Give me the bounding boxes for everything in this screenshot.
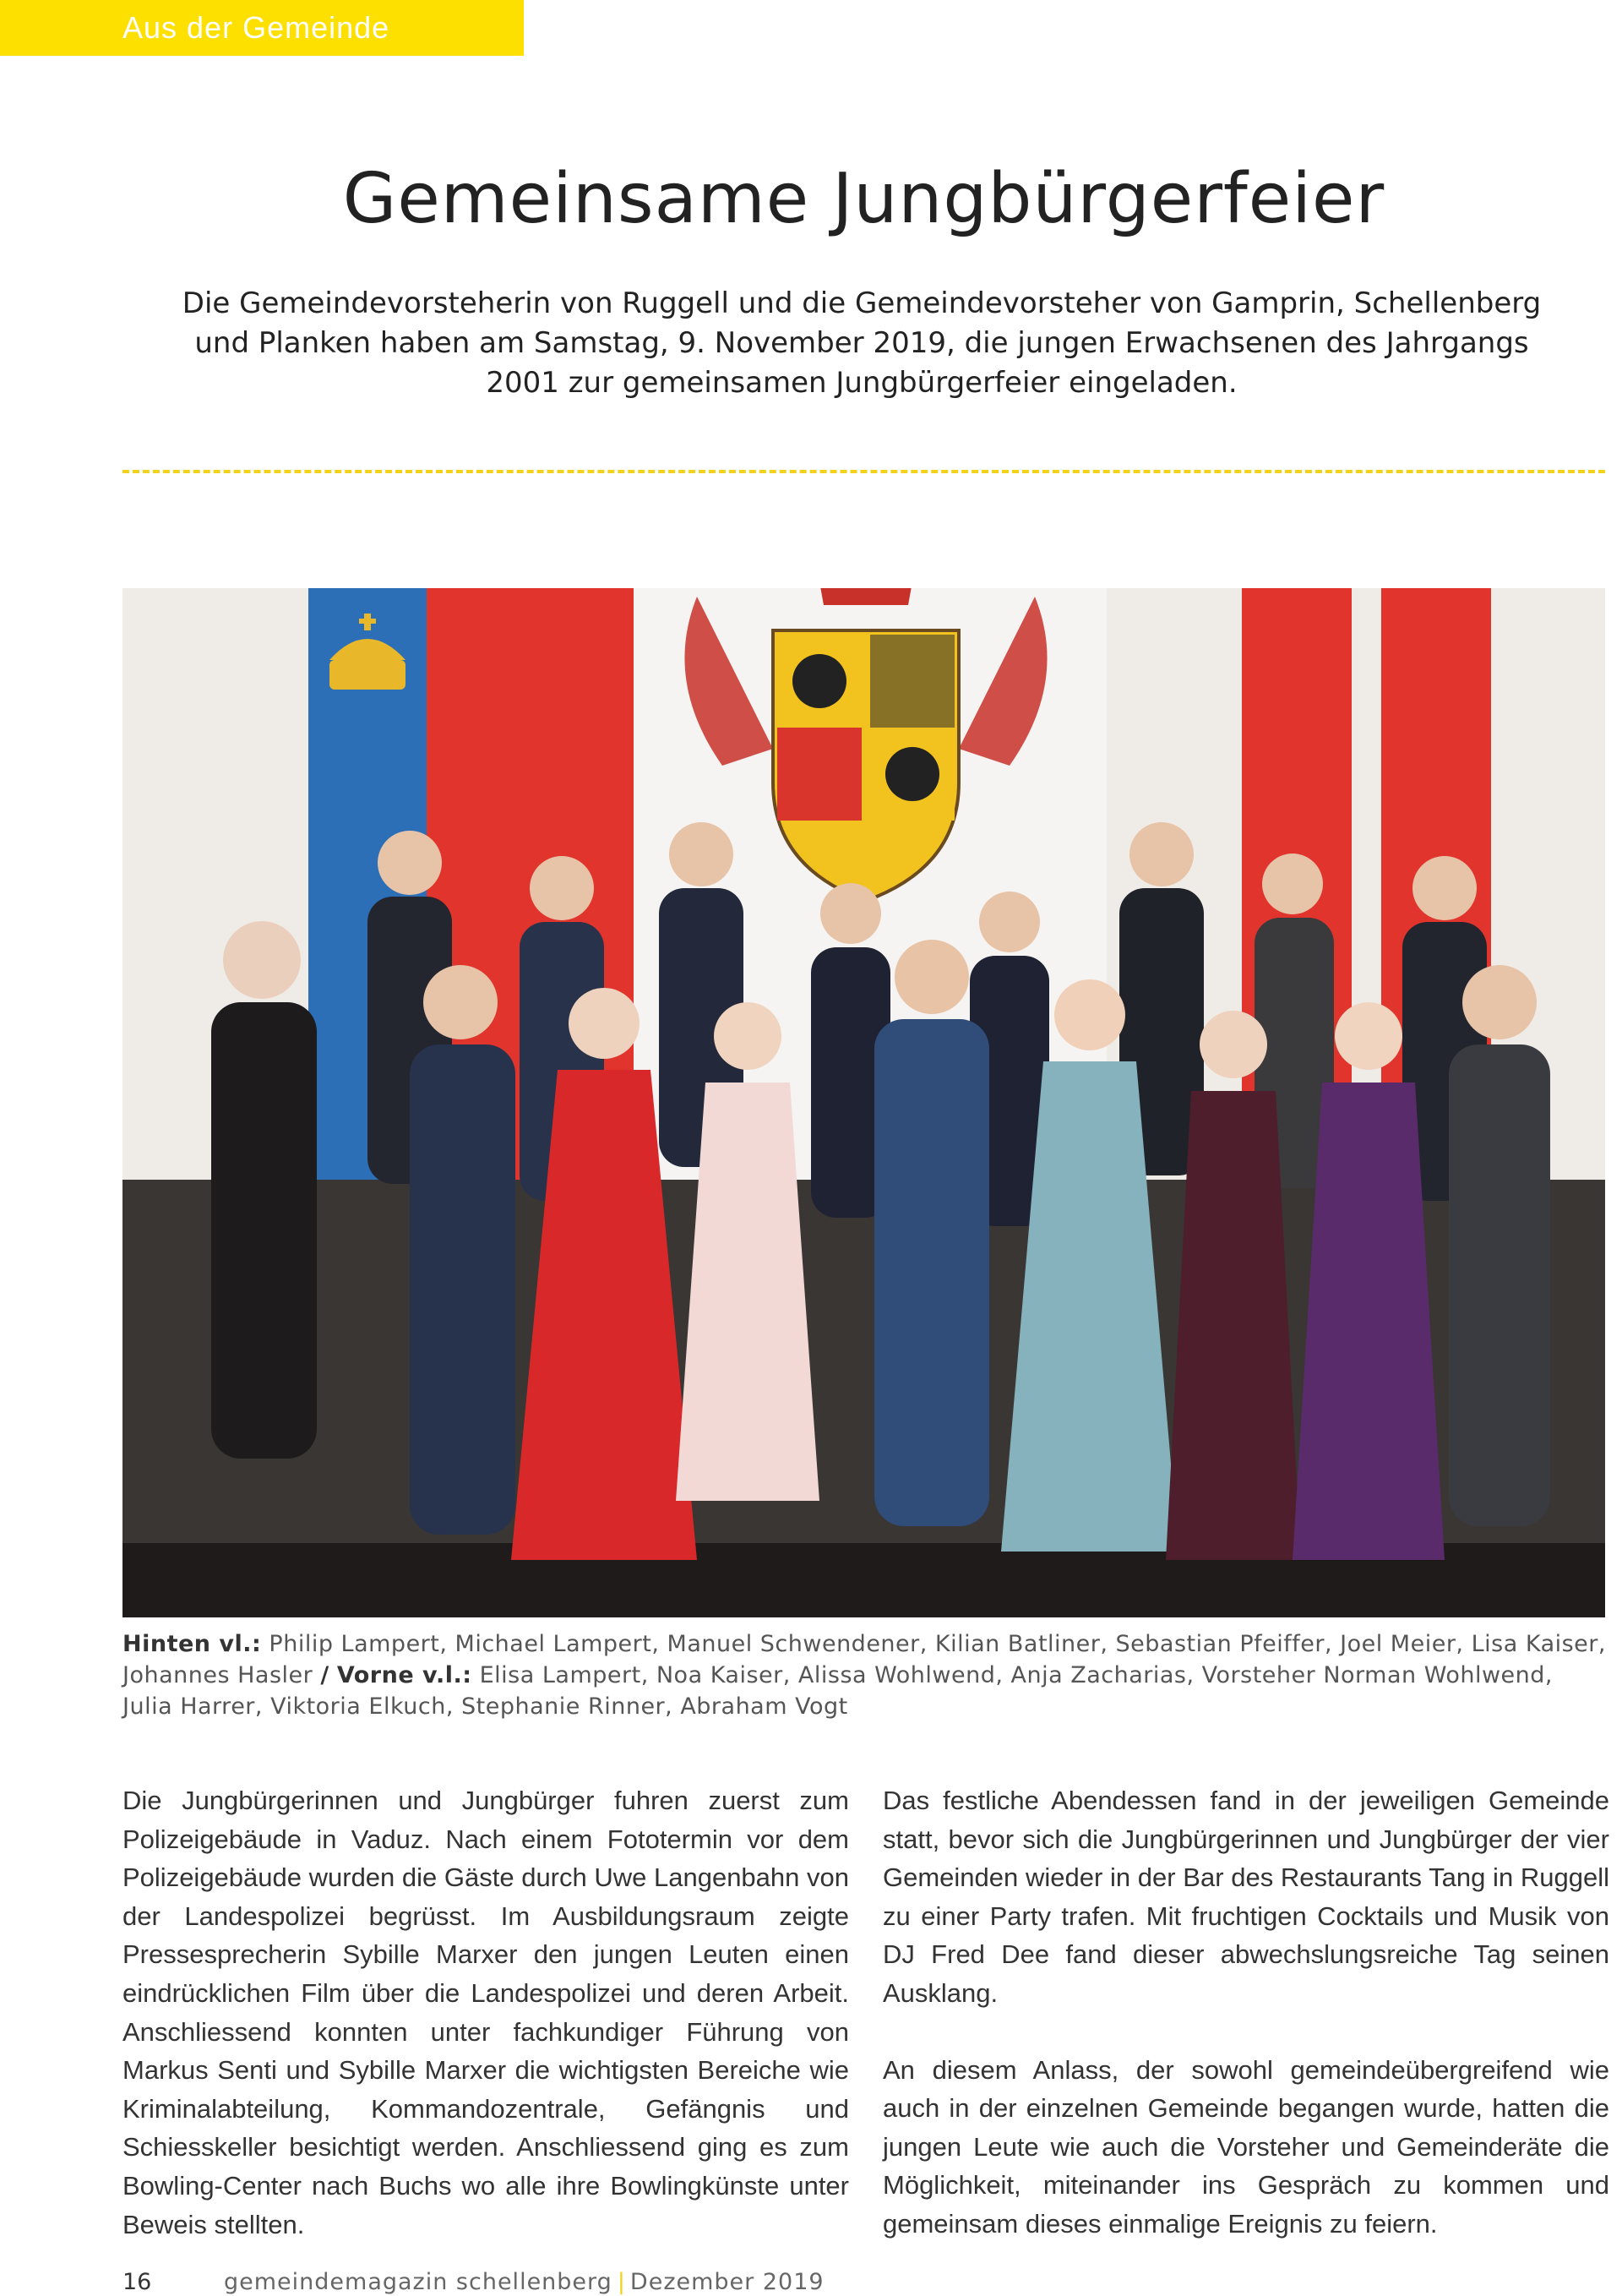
section-label: Aus der Gemeinde bbox=[122, 10, 390, 45]
article-lead: Die Gemeindevorsteherin von Ruggell und die Gemeindevorsteher von Gamprin, Schellenberg und Planken haben am Samstag, 9. November 2019, die jungen Erwachsenen des Jahrgangs 2001 zur gemeinsamen Jungbürgerfeier eingeladen. bbox=[182, 286, 1542, 400]
body-paragraph: Die Jungbürgerinnen und Jungbürger fuhren zuerst zum Polizeigebäude in Vaduz. Nach einem Fototermin vor dem Polizeigebäude wurden die Gäste durch Uwe Langenbahn von der Landespolizei begrüsst. Im Ausbildungsraum zeigte Pressesprecherin Sybille Marxer den jungen Leuten einen eindrücklichen Film über die Landespolizei und deren Arbeit. Anschliessend konnten unter fachkundiger Führung von Markus Senti und Sybille Marxer die wichtigsten Bereiche wie Kriminalabteilung, Kommandozentrale, Gefängnis und Schiesskeller besichtigt werden. Anschliessend ging es zum Bowling-Center nach Buchs wo alle ihre Bowlingkünste unter Beweis stellten. bbox=[122, 1786, 849, 2239]
dashed-divider bbox=[122, 470, 1605, 473]
caption-front-names: Elisa Lampert, Noa Kaiser, Alissa Wohlwend, Anja Zacharias, Vorsteher Norman Wohlwend, Julia Harrer, Viktoria Elkuch, Stephanie Rinner, Abraham Vogt bbox=[122, 1662, 1553, 1720]
section-tab bbox=[0, 0, 524, 56]
group-photo bbox=[122, 588, 1605, 1617]
group-photo-illustration bbox=[122, 588, 1605, 1617]
magazine-name: gemeindemagazin schellenberg bbox=[224, 2269, 612, 2295]
footer-separator: | bbox=[617, 2269, 625, 2295]
body-paragraph: An diesem Anlass, der sowohl gemeindeübergreifend wie auch in der einzelnen Gemeinde begangen wurde, hatten die jungen Leute wie auch die Vorsteher und Gemeinderäte die Möglichkeit, miteinander ins Gespräch zu kommen und gemeinsam dieses einmalige Ereignis zu feiern. bbox=[883, 2054, 1609, 2239]
caption-separator: / bbox=[320, 1662, 329, 1688]
body-paragraph: Das festliche Abendessen fand in der jeweiligen Gemeinde statt, bevor sich die Jungbürgerinnen und Jungbürger der vier Gemeinden wieder in der Bar des Restaurants Tang in Ruggell zu einer Party trafen. Mit fruchtigen Cocktails und Musik von DJ Fred Dee fand dieser abwechslungsreiche Tag seinen Ausklang. bbox=[883, 1786, 1609, 2008]
caption-front-label: Vorne v.l.: bbox=[336, 1662, 472, 1688]
caption-back-label: Hinten vl.: bbox=[122, 1631, 262, 1657]
page-number: 16 bbox=[122, 2269, 152, 2295]
photo-caption bbox=[122, 1628, 1609, 1722]
caption-back-names: Philip Lampert, Michael Lampert, Manuel Schwendener, Kilian Batliner, Sebastian Pfeiffer, Joel Meier, Lisa Kaiser, Johannes Hasler bbox=[122, 1631, 1606, 1688]
page-footer bbox=[122, 2269, 825, 2296]
body-column-left bbox=[122, 1781, 849, 2282]
article-title: Gemeinsame Jungbürgerfeier bbox=[342, 159, 1385, 239]
issue-date: Dezember 2019 bbox=[629, 2269, 825, 2295]
body-column-right bbox=[883, 1781, 1609, 2282]
